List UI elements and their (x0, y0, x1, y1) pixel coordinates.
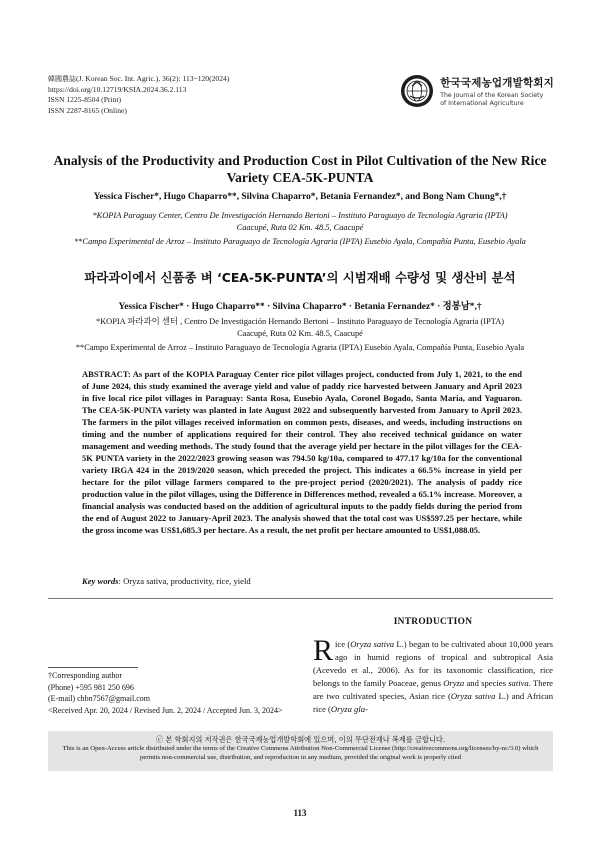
copyright-notice-kr: ⓒ 본 학회지의 저작권은 한국국제농업개발학회에 있으며, 이의 무단전재나 복제를 금합니다. (155, 735, 446, 744)
page-number: 113 (293, 808, 307, 818)
affiliation-en-1 (30, 210, 570, 234)
affiliation-kr-1-line-1: *KOPIA 파라과이 센터 , Centro De Investigación Hernando Bertoni – Instituto Paraguayo de Tecnología Agraria (IPTA) (95, 317, 505, 326)
license-text-line-1: This is an Open-Access article distributed under the terms of the Creative Commons Attribution Non-Commercial License (http://creativecommons.org/licenses/by-nc/3.0) which (62, 745, 539, 752)
journal-meta (48, 74, 229, 116)
footnote (48, 670, 298, 716)
intro-heading: INTRODUCTION (393, 617, 473, 627)
issn-online: ISSN 2287-8165 (Online) (48, 105, 127, 115)
corresponding-author: †Corresponding author (48, 671, 122, 680)
paper-title-kr: 파라과이에서 신품종 벼 ‘CEA-5K-PUNTA’의 시범재배 수량성 및 생산비 분석 (84, 270, 516, 285)
affiliation-kr-2: **Campo Experimental de Arroz – Instituto Paraguayo de Tecnología Agraria (IPTA) Eusebio Ayala, Compañía Punta, Eusebio Ayala (75, 343, 525, 352)
corresponding-email[interactable]: (E-mail) chbn7567@gmail.com (48, 694, 151, 704)
intro-italic-5: Oryza gla- (330, 704, 368, 714)
keywords (82, 576, 251, 586)
society-logo-icon (400, 74, 434, 108)
society-name-en-1: The Journal of the Korean Society (440, 91, 544, 99)
affiliation-en-1-line-1: *KOPIA Paraguay Center, Centro De Investigación Hernando Bertoni – Instituto Paraguayo de Tecnología Agraria (IPTA) (92, 211, 508, 220)
intro-text-5: L.) and African rice ( (313, 691, 553, 714)
journal-citation-line (48, 74, 229, 85)
issn-print: ISSN 1225-8504 (Print) (48, 95, 121, 105)
society-branding (400, 74, 554, 108)
intro-text-2: L.) began to be cultivated about 10,000 years ago in humid regions of tropical and subtropical Asia (Acevedo et al., 2006). As for its taxonomic classification, rice belongs to the family Poaceae, genus (313, 639, 553, 688)
license-text-line-2: permits non-commercial use, distribution, and reproduction in any medium, provided the original work is properly cited (140, 753, 461, 761)
society-name-kr: 한국국제농업개발학회지 (440, 76, 554, 89)
intro-text-3: and species (464, 678, 509, 688)
authors-en: Yessica Fischer*, Hugo Chaparro**, Silvina Chaparro*, Betania Fernandez*, and Bong Nam Chung*,† (93, 192, 507, 202)
intro-italic-3: sativa (508, 678, 529, 688)
affiliation-en-2: **Campo Experimental de Arroz – Instituto Paraguayo de Tecnología Agraria (IPTA) Eusebio Ayala, Compañía Punta, Eusebio Ayala (74, 237, 526, 246)
doi-link[interactable]: https://doi.org/10.12719/KSIA.2024.36.2.113 (48, 84, 187, 94)
received-dates: <Received Apr. 20, 2024 / Revised Jun. 2, 2024 / Accepted Jun. 3, 2024> (48, 705, 283, 715)
keywords-list: : Oryza sativa, productivity, rice, yield (118, 576, 251, 586)
paper-title-en: Analysis of the Productivity and Production Cost in Pilot Cultivation of the New Rice Variety CEA-5K-PUNTA (53, 153, 547, 185)
intro-text-4: . There are two cultivated species, Asian rice ( (313, 678, 553, 701)
society-name (440, 75, 554, 107)
affiliation-kr-1 (24, 316, 576, 340)
abstract: ABSTRACT: As part of the KOPIA Paraguay Center rice pilot villages project, conducted from July 1, 2021, to the end of June 2024, this study examined the average yield and value of paddy rice harvested between January and April 2023 in five local rice pilot villages in Paraguay: Santa Rosa, Eusebio Ayala, Coronel Bogado, Santa Maria, and Yaguaron. The CEA-5K-PUNTA variety was planted in late August 2022 and subsequently harvested from January to April 2023. The farmers in the pilot villages received information on common pests, diseases, and weeds, including instructions on timing and the number of applications required for their control. They also received technical guidance on water management and weeding methods. The study found that the average yield per hectare in the pilot villages for the CEA-5K PUNTA variety in the 2022/2023 growing season was 794.50 kg/10a, compared to 477.17 kg/10a for the conventional variety IRGA 424 in the 2019/2020 season, which preceded the project. This indicates a 66.5% increase in yield per hectare for the pilot village farmers compared to the pre-project period (2020/2021). The analysis of paddy rice production value in the pilot villages, using the Difference in Differences method, revealed a 65.1% increase. Moreover, a financial analysis was conducted based on the addition of agricultural inputs to the paddy fields during the period from the end of August 2022 to January-April 2023. The analysis showed that the total cost was US$597.25 per hectare, while the gross income was US$1,685.3 per hectare. As a result, the net profit per hectare amounted to US$1,088.05. (82, 369, 522, 535)
journal-citation: (J. Korean Soc. Int. Agric.), 36(2): 113~120(2024) (76, 74, 230, 83)
corresponding-phone: (Phone) +595 981 250 696 (48, 682, 134, 692)
intro-italic-2: Oryza (443, 678, 465, 688)
affiliation-en-1-line-2: Caacupé, Ruta 02 Km. 48.5, Caacupé (236, 222, 364, 232)
footnote-rule (48, 667, 138, 668)
affiliation-kr-1-line-2: Caacupé, Ruta 02 Km. 48.5, Caacupé (237, 328, 363, 338)
license-box (48, 731, 553, 771)
section-divider (48, 598, 553, 599)
intro-paragraph (313, 634, 553, 716)
drop-cap: R (313, 634, 334, 667)
intro-italic-1: Oryza sativa (350, 639, 395, 649)
intro-text-1: ice ( (335, 639, 351, 649)
society-name-en-2: of International Agriculture (440, 99, 524, 107)
journal-name-kr: 韓國農誌 (48, 75, 76, 83)
intro-italic-4: Oryza sativa (450, 691, 496, 701)
authors-kr: Yessica Fischer* · Hugo Chaparro** · Silvina Chaparro* · Betania Fernandez* · 정봉남*,† (118, 302, 482, 312)
keywords-label: Key words (82, 576, 119, 586)
